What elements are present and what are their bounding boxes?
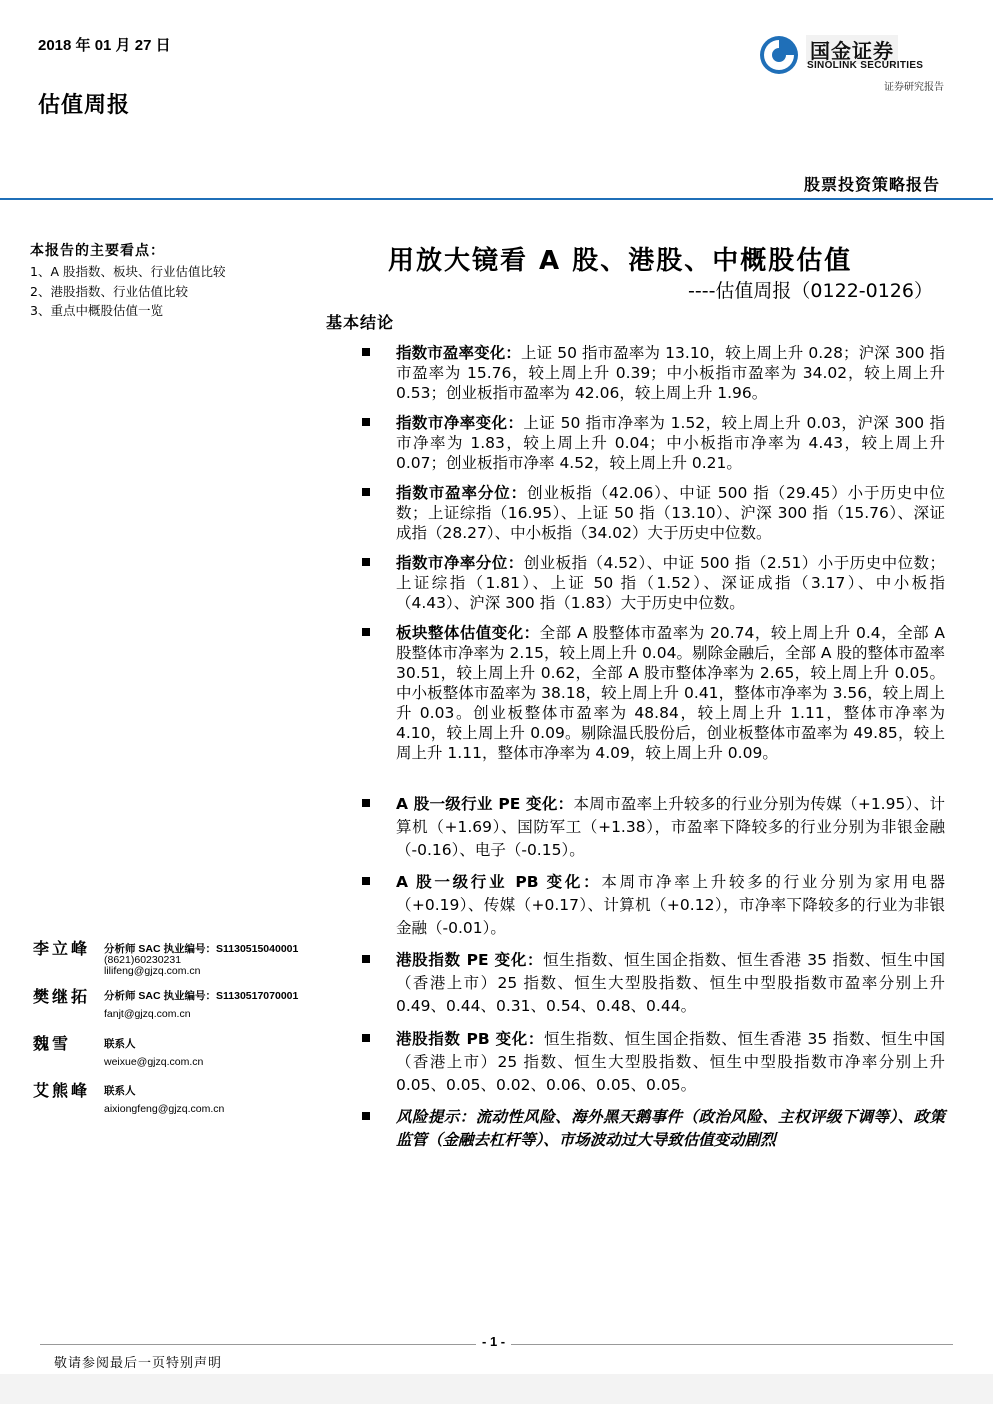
- analyst-role: 联系人: [104, 1085, 136, 1097]
- analyst-email[interactable]: weixue@gjzq.com.cn: [104, 1056, 204, 1068]
- conclusion-item: [396, 343, 945, 403]
- conclusion-item: [396, 483, 945, 543]
- item-label: 指数市净率分位：: [396, 554, 524, 572]
- highlights-heading: 本报告的主要看点：: [30, 243, 165, 259]
- report-title: 用放大镜看 A 股、港股、中概股估值: [388, 246, 853, 276]
- logo-english-name: SINOLINK SECURITIES: [807, 60, 924, 71]
- item-label: 指数市净率变化：: [396, 414, 524, 432]
- item-label: 港股指数 PB 变化：: [396, 1030, 545, 1048]
- item-label: A 股一级行业 PE 变化：: [396, 795, 574, 813]
- conclusion-item: [396, 793, 945, 862]
- conclusion-item: [396, 871, 945, 940]
- analyst-role: 分析师 SAC 执业编号：S1130515040001: [104, 943, 299, 955]
- bullet-square-icon: [362, 871, 372, 881]
- analyst-role: 联系人: [104, 1038, 136, 1050]
- bullet-square-icon: [362, 482, 372, 492]
- bullet-square-icon: [362, 793, 372, 803]
- bullet-square-icon: [362, 412, 372, 422]
- footer-bar: [0, 1374, 993, 1404]
- analyst-info: [104, 944, 298, 977]
- highlight-item: 1、A 股指数、板块、行业估值比较: [30, 264, 226, 279]
- item-text: 上证 50 指市净率为 1.52，较上周上升 0.03，沪深 300 指市净率为 1.83，较上周上升 0.04；中小板指市净率为 4.43，较上周上升 0.07；创业板指市净率 4.52，较上周上升 0.21。: [396, 414, 945, 472]
- bullet-square-icon: [362, 342, 372, 352]
- bullet-square-icon: [362, 1028, 372, 1038]
- bullet-square-icon: [362, 552, 372, 562]
- item-label: 板块整体估值变化：: [396, 624, 540, 642]
- analyst-phone: (8621)60230231: [104, 954, 182, 966]
- footer-disclaimer-note: 敬请参阅最后一页特别声明: [54, 1356, 223, 1371]
- company-logo: [758, 32, 944, 92]
- item-text: 流动性风险、海外黑天鹅事件（政治风险、主权评级下调等）、政策监管（金融去杠杆等）、市场波动过大导致估值变动剧烈: [396, 1108, 945, 1149]
- item-text: 本周市净率上升较多的行业分别为家用电器（+0.19）、传媒（+0.17）、计算机（+0.12），市净率下降较多的行业为非银金融（-0.01）。: [396, 873, 945, 937]
- analyst-name: 樊继拓: [33, 987, 91, 1006]
- analyst-name: 艾熊峰: [33, 1081, 91, 1100]
- analyst-email[interactable]: fanjt@gjzq.com.cn: [104, 1008, 191, 1020]
- risk-warning: [396, 1106, 945, 1152]
- conclusion-item: [396, 1028, 945, 1097]
- bullet-square-icon: [362, 1106, 372, 1116]
- report-date: 2018 年 01 月 27 日: [38, 37, 171, 54]
- page-number: - 1 -: [476, 1334, 511, 1349]
- analyst-role: 分析师 SAC 执业编号：S1130517070001: [104, 990, 299, 1002]
- report-subtitle: ----估值周报（0122-0126）: [688, 280, 933, 302]
- highlight-item: 2、港股指数、行业估值比较: [30, 283, 188, 299]
- item-text: 恒生指数、恒生国企指数、恒生香港 35 指数、恒生中国（香港上市）25 指数、恒生大型股指数、恒生中型股指数市净率分别上升 0.05、0.05、0.02、0.06、0.05、0.05。: [396, 1030, 945, 1094]
- item-text: 全部 A 股整体市盈率为 20.74，较上周上升 0.4，全部 A 股整体市净率为 2.15，较上周上升 0.04。剔除金融后，全部 A 股的整体市盈率 30.51，较上周上升 0.62，全部 A 股市整体净率为 2.65，较上周上升 0.05。中小板整体市盈率为 38.18，较上周上升 0.41，整体市净率为 3.56，较上周上升 0.03。创业板整体市盈率为 48.84，较上周上升 1.11，整体市净率为 4.10，较上周上升 0.09。剔除温氏股份后，创业板整体市盈率为 49.85，较上周上升 1.11，整体市净率为 4.09，较上周上升 0.09。: [396, 624, 945, 762]
- bullet-square-icon: [362, 949, 372, 959]
- item-text: 创业板指（4.52）、中证 500 指（2.51）小于历史中位数；上证综指（1.81）、上证 50 指（1.52）、深证成指（3.17）、中小板指（4.43）、沪深 300 指（1.83）大于历史中位数。: [396, 554, 945, 612]
- analyst-email[interactable]: aixiongfeng@gjzq.com.cn: [104, 1103, 225, 1115]
- item-text: 本周市盈率上升较多的行业分别为传媒（+1.95）、计算机（+1.69）、国防军工（+1.38），市盈率下降较多的行业分别为非银金融（-0.16）、电子（-0.15）。: [396, 795, 945, 859]
- item-text: 恒生指数、恒生国企指数、恒生香港 35 指数、恒生中国（香港上市）25 指数、恒生大型股指数、恒生中型股指数市盈率分别上升 0.49、0.44、0.31、0.54、0.48、0.44。: [396, 951, 945, 1015]
- conclusion-item: [396, 553, 945, 613]
- conclusion-item: [396, 413, 945, 473]
- section-heading: 基本结论: [326, 313, 395, 332]
- analyst-name: 魏雪: [33, 1034, 72, 1053]
- logo-subtitle: 证券研究报告: [884, 82, 944, 93]
- header-divider: [0, 198, 993, 200]
- item-text: 上证 50 指市盈率为 13.10，较上周上升 0.28；沪深 300 指市盈率为 15.76，较上周上升 0.39；中小板指市盈率为 34.02，较上周上升 0.53；创业板指市盈率为 42.06，较上周上升 1.96。: [396, 344, 945, 402]
- highlight-item: 3、重点中概股估值一览: [30, 303, 163, 318]
- item-label: 指数市盈率分位：: [396, 484, 528, 502]
- analyst-info: [104, 1039, 203, 1068]
- conclusion-item: [396, 623, 945, 763]
- doc-type: 估值周报: [38, 93, 131, 118]
- highlights-list: [30, 262, 225, 321]
- analyst-email[interactable]: lilifeng@gjzq.com.cn: [104, 965, 201, 977]
- analyst-name: 李立峰: [33, 939, 91, 958]
- sinolink-logo-icon: [758, 34, 800, 76]
- analyst-info: [104, 1086, 224, 1115]
- item-label: A 股一级行业 PB 变化：: [396, 873, 602, 891]
- analyst-info: [104, 991, 298, 1020]
- logo-chinese-name: 国金证券: [806, 35, 898, 64]
- item-label: 指数市盈率变化：: [396, 344, 521, 362]
- bullet-square-icon: [362, 622, 372, 632]
- item-label: 港股指数 PE 变化：: [396, 951, 544, 969]
- item-text: 创业板指（42.06）、中证 500 指（29.45）小于历史中位数；上证综指（16.95）、上证 50 指（13.10）、沪深 300 指（15.76）、深证成指（28.27）、中小板指（34.02）大于历史中位数。: [396, 484, 945, 542]
- item-label: 风险提示：: [396, 1108, 476, 1126]
- conclusion-item: [396, 949, 945, 1018]
- report-category: 股票投资策略报告: [803, 175, 940, 194]
